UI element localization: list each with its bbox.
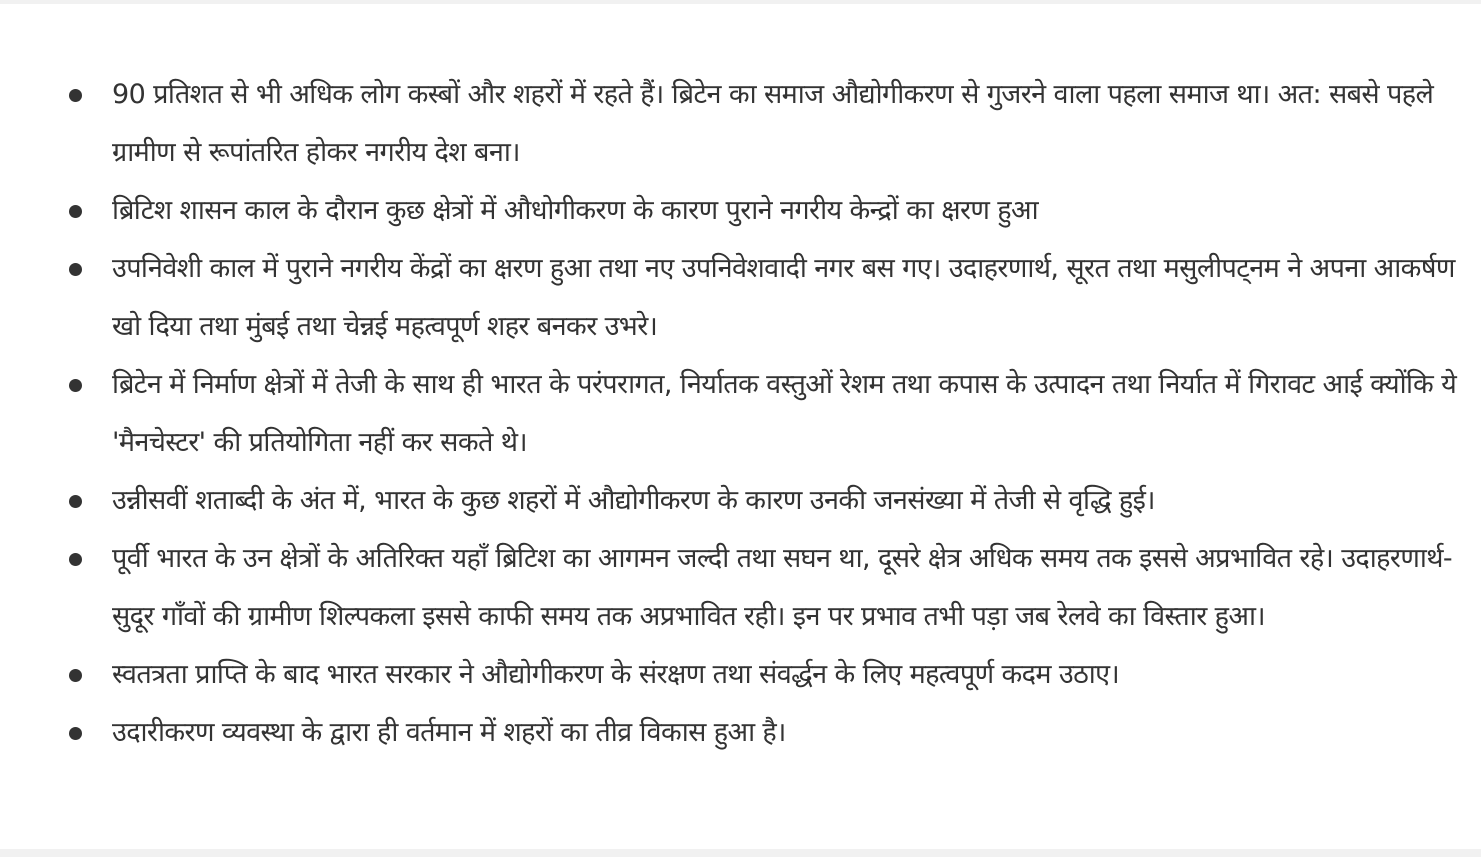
bullet-icon	[69, 379, 82, 392]
list-item	[0, 472, 1481, 530]
list-item-text: स्वतत्रता प्राप्ति के बाद भारत सरकार ने औद्योगीकरण के संरक्षण तथा संवर्द्धन के लिए महत्वपूर्ण कदम उठाए।	[112, 659, 1120, 690]
list-item-text: उन्नीसवीं शताब्दी के अंत में, भारत के कुछ शहरों में औद्योगीकरण के कारण उनकी जनसंख्या में तेजी से वृद्धि हुई।	[112, 485, 1155, 516]
list-item	[0, 356, 1481, 472]
bullet-icon	[69, 669, 82, 682]
list-item	[0, 530, 1481, 646]
list-item	[0, 240, 1481, 356]
list-item	[0, 646, 1481, 704]
content-page	[0, 4, 1481, 849]
bullet-icon	[69, 495, 82, 508]
list-item-text: उपनिवेशी काल में पुराने नगरीय केंद्रों का क्षरण हुआ तथा नए उपनिवेशवादी नगर बस गए। उदाहरणार्थ, सूरत तथा मसुलीपट्नम ने अपना आकर्षण खो दिया तथा मुंबई तथा चेन्नई महत्वपूर्ण शहर बनकर उभरे।	[112, 253, 1455, 342]
bullet-list	[0, 66, 1481, 762]
list-item-text: 90 प्रतिशत से भी अधिक लोग कस्बों और शहरों में रहते हैं। ब्रिटेन का समाज औद्योगीकरण से गुजरने वाला पहला समाज था। अत: सबसे पहले ग्रामीण से रूपांतरित होकर नगरीय देश बना।	[112, 79, 1434, 168]
list-item-text: ब्रिटिश शासन काल के दौरान कुछ क्षेत्रों में औधोगीकरण के कारण पुराने नगरीय केन्द्रों का क्षरण हुआ	[112, 195, 1039, 226]
list-item-text: उदारीकरण व्यवस्था के द्वारा ही वर्तमान में शहरों का तीव्र विकास हुआ है।	[112, 717, 786, 748]
list-item-text: पूर्वी भारत के उन क्षेत्रों के अतिरिक्त यहाँ ब्रिटिश का आगमन जल्दी तथा सघन था, दूसरे क्षेत्र अधिक समय तक इससे अप्रभावित रहे। उदाहरणार्थ-सुदूर गाँवों की ग्रामीण शिल्पकला इससे काफी समय तक अप्रभावित रही। इन पर प्रभाव तभी पड़ा जब रेलवे का विस्तार हुआ।	[112, 543, 1453, 632]
list-item	[0, 66, 1481, 182]
bullet-icon	[69, 263, 82, 276]
list-item	[0, 704, 1481, 762]
bullet-icon	[69, 553, 82, 566]
bullet-icon	[69, 727, 82, 740]
list-item	[0, 182, 1481, 240]
bullet-icon	[69, 89, 82, 102]
list-item-text: ब्रिटेन में निर्माण क्षेत्रों में तेजी के साथ ही भारत के परंपरागत, निर्यातक वस्तुओं रेशम तथा कपास के उत्पादन तथा निर्यात में गिरावट आई क्योंकि ये 'मैनचेस्टर' की प्रतियोगिता नहीं कर सकते थे।	[112, 369, 1457, 458]
bullet-icon	[69, 205, 82, 218]
